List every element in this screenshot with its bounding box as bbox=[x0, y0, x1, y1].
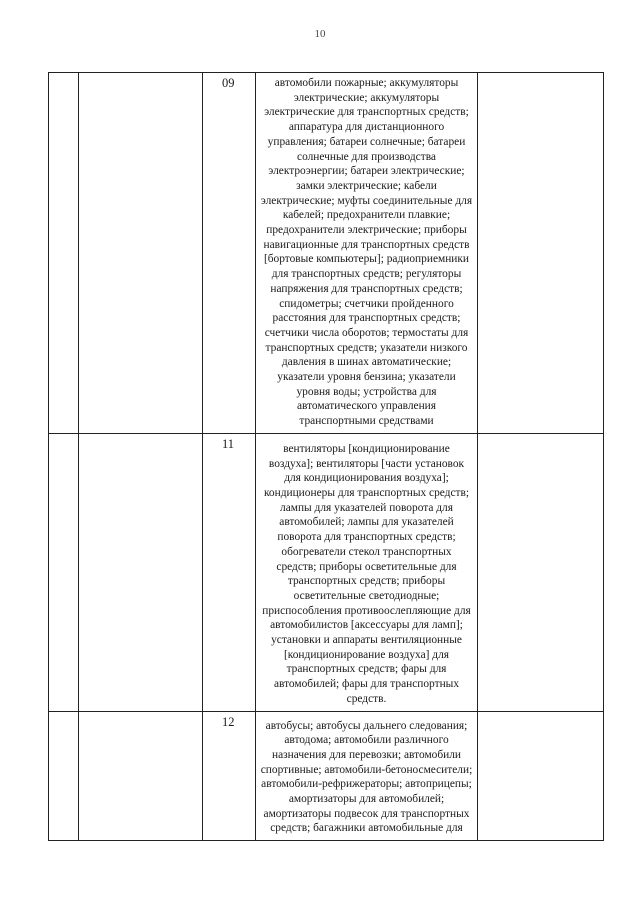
class-number: 12 bbox=[222, 714, 235, 729]
empty-cell bbox=[79, 73, 203, 434]
goods-list-text: автомобили пожарные; аккумуляторы электрические; аккумуляторы электрические для транспортных средств; аппаратура для дистанционного управления; батареи солнечные; батареи солнечные для производства электроэнергии; батареи электрические; замки электрические; кабели электрические; муфты соединительные для кабелей; предохранители плавкие; предохранители электрические; приборы навигационные для транспортных средств [бортовые компьютеры]; радиоприемники для транспортных средств; регуляторы напряжения для транспортных средств; спидометры; счетчики пройденного расстояния для транспортных средств; счетчики числа оборотов; термостаты для транспортных средств; указатели низкого давления в шинах автоматические; указатели уровня бензина; указатели уровня воды; устройства для автоматического управления транспортными средствами bbox=[260, 77, 473, 428]
table-row bbox=[49, 711, 604, 841]
goods-classification-table bbox=[48, 72, 604, 841]
empty-cell bbox=[49, 433, 79, 711]
table-row bbox=[49, 73, 604, 434]
empty-cell bbox=[478, 711, 604, 841]
empty-cell bbox=[49, 711, 79, 841]
goods-list-text: автобусы; автобусы дальнего следования; автодома; автомобили различного назначения для перевозки; автомобили спортивные; автомобили-бетоносмесители; автомобили-рефрижераторы; автоприцепы; амортизаторы для автомобилей; амортизаторы подвесок для транспортных средств; багажники автомобильные для bbox=[260, 719, 473, 835]
empty-cell bbox=[79, 433, 203, 711]
class-number-cell bbox=[203, 433, 256, 711]
goods-list-cell bbox=[256, 711, 478, 841]
class-number-cell bbox=[203, 73, 256, 434]
empty-cell bbox=[79, 711, 203, 841]
empty-cell bbox=[478, 433, 604, 711]
empty-cell bbox=[478, 73, 604, 434]
table-row bbox=[49, 433, 604, 711]
class-number-cell bbox=[203, 711, 256, 841]
class-number: 09 bbox=[222, 76, 235, 90]
goods-list-text: вентиляторы [кондиционирование воздуха]; вентиляторы [части установок для кондиционирования воздуха]; кондиционеры для транспортных средств; лампы для указателей поворота для автомобилей; лампы для указателей поворота для транспортных средств; обогреватели стекол транспортных средств; приборы осветительные для транспортных средств; приборы осветительные светодиодные; приспособления противоослепляющие для автомобилистов [аксессуары для ламп]; установки и аппараты вентиляционные [кондиционирование воздуха] для транспортных средств; фары для автомобилей; фары для транспортных средств. bbox=[262, 442, 471, 705]
class-number: 11 bbox=[222, 436, 235, 451]
goods-list-cell bbox=[256, 73, 478, 434]
empty-cell bbox=[49, 73, 79, 434]
goods-list-cell bbox=[256, 433, 478, 711]
page-number: 10 bbox=[314, 28, 326, 40]
